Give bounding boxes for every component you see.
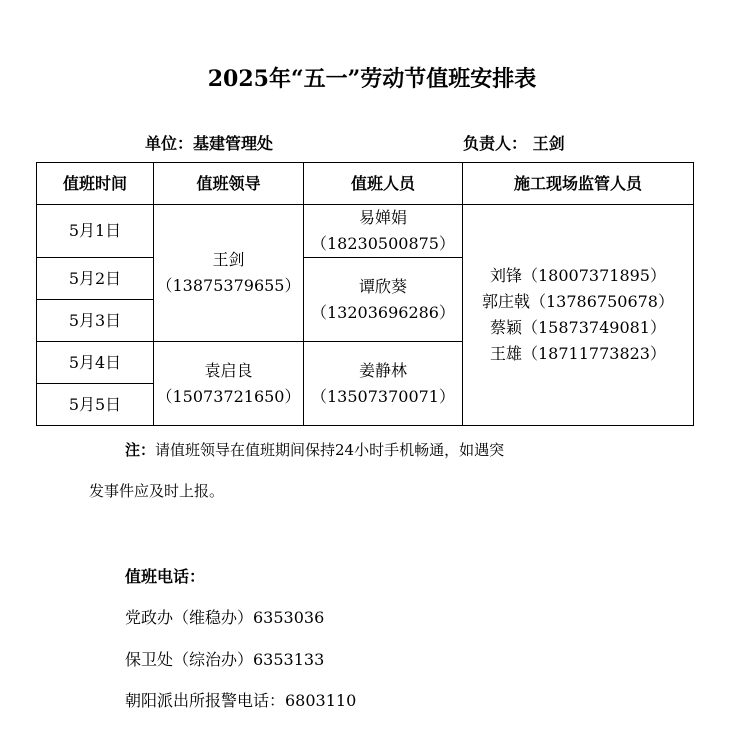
unit-label: 单位：基建管理处 <box>145 134 274 153</box>
staff-phone: （18230500875） <box>311 234 455 253</box>
header-duty-time: 值班时间 <box>37 163 154 205</box>
leader-phone: （15073721650） <box>156 386 301 406</box>
header-duty-leader: 值班领导 <box>154 163 304 205</box>
supervisor-entry: 刘锋（18007371895） <box>490 266 666 285</box>
staff-name: 姜静林 <box>358 360 407 380</box>
leader-cell <box>154 342 304 426</box>
note-label: 注： <box>125 441 156 459</box>
staff-cell <box>304 342 463 426</box>
owner-label: 负责人： 王剑 <box>463 134 565 153</box>
staff-name: 谭欣葵 <box>358 276 407 296</box>
supervisors-cell <box>463 205 694 426</box>
duty-schedule-table <box>36 162 694 426</box>
date-cell: 5月3日 <box>37 300 154 342</box>
staff-cell <box>304 258 463 342</box>
date-cell: 5月1日 <box>37 205 154 258</box>
date-cell: 5月5日 <box>37 384 154 426</box>
phone-entry: 朝阳派出所报警电话：6803110 <box>125 691 357 710</box>
leader-cell <box>154 205 304 342</box>
supervisor-entry: 郭庄戟（13786750678） <box>482 292 674 311</box>
supervisor-entry: 王雄（18711773823） <box>490 344 666 363</box>
staff-phone: （13203696286） <box>311 302 455 322</box>
duty-phone-heading: 值班电话： <box>125 567 206 586</box>
table-header-row <box>37 163 694 205</box>
leader-name: 王剑 <box>212 250 245 269</box>
supervisor-entry: 蔡颖（15873749081） <box>490 318 666 337</box>
note-line-2: 发事件应及时上报。 <box>89 482 225 500</box>
note-text: 请值班领导在值班期间保持24小时手机畅通，如遇突 <box>155 441 505 459</box>
leader-phone: （13875379655） <box>156 276 301 295</box>
date-cell: 5月4日 <box>37 342 154 384</box>
leader-name: 袁启良 <box>204 360 253 380</box>
staff-phone: （13507370071） <box>311 386 455 406</box>
staff-cell <box>304 205 463 258</box>
page-title: 2025年“五一”劳动节值班安排表 <box>207 66 537 92</box>
phone-entry: 保卫处（综治办）6353133 <box>125 650 325 669</box>
phone-entry: 党政办（维稳办）6353036 <box>125 608 325 627</box>
date-cell: 5月2日 <box>37 258 154 300</box>
staff-name: 易婵娟 <box>358 208 407 227</box>
header-duty-staff: 值班人员 <box>304 163 463 205</box>
note-line-1 <box>125 440 504 460</box>
table-row <box>37 205 694 258</box>
header-site-supervisors: 施工现场监管人员 <box>463 163 694 205</box>
